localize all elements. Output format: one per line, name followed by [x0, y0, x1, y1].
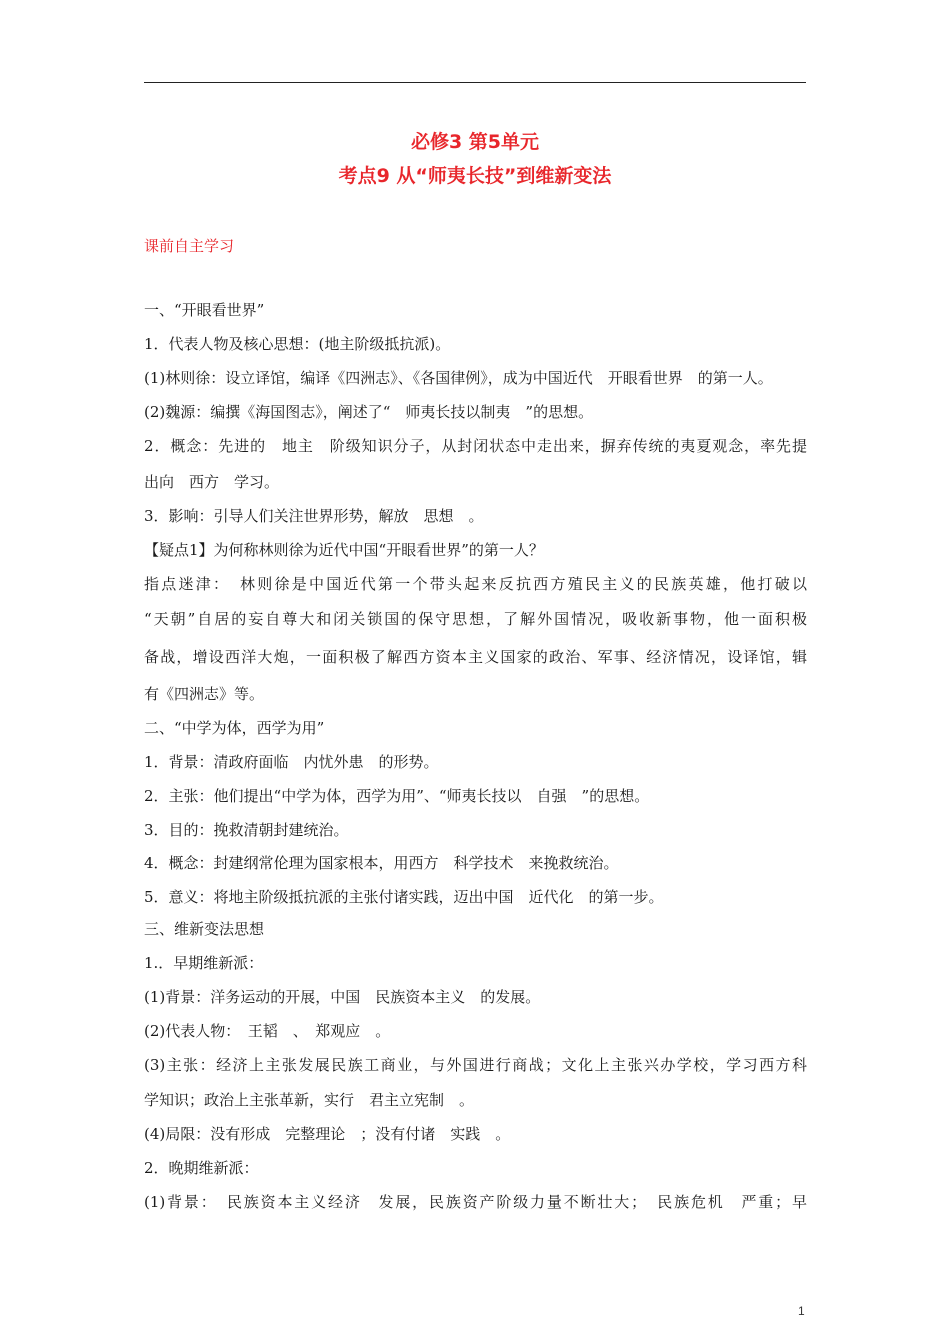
text-line: 备战，增设西洋大炮，一面积极了解西方资本主义国家的政治、军事、经济情况，设译馆，辑: [144, 648, 807, 666]
question-line: 【疑点1】为何称林则徐为近代中国“开眼看世界”的第一人？: [144, 541, 544, 559]
text-line: 3．目的：挽救清朝封建统治。: [144, 821, 349, 839]
text-line: “天朝”自居的妄自尊大和闭关锁国的保守思想，了解外国情况，吸收新事物，他一面积极: [144, 610, 807, 628]
text-line: (2)魏源：编撰《海国图志》，阐述了“ 师夷长技以制夷 ”的思想。: [144, 403, 594, 421]
text-line: (1)背景： 民族资本主义经济 发展，民族资产阶级力量不断壮大； 民族危机 严重；早: [144, 1193, 807, 1211]
heading-3: 三、维新变法思想: [144, 920, 265, 938]
header-rule: [144, 82, 806, 83]
text-line: 指点迷津： 林则徐是中国近代第一个带头起来反抗西方殖民主义的民族英雄，他打破以: [144, 575, 807, 593]
text-line: 出向 西方 学习。: [144, 473, 280, 491]
doc-subtitle: 考点9 从“师夷长技”到维新变法: [338, 165, 612, 187]
text-line: 学知识；政治上主张革新，实行 君主立宪制 。: [144, 1091, 475, 1109]
text-line: (4)局限：没有形成 完整理论 ；没有付诸 实践 。: [144, 1125, 511, 1143]
text-line: 3．影响：引导人们关注世界形势，解放 思想 。: [144, 507, 484, 525]
page-number: 1: [798, 1304, 805, 1318]
text-line: 4．概念：封建纲常伦理为国家根本，用西方 科学技术 来挽救统治。: [144, 854, 619, 872]
section-heading: 课前自主学习: [144, 237, 235, 255]
heading-1: 一、“开眼看世界”: [144, 301, 265, 319]
text-line: 有《四洲志》等。: [144, 685, 265, 703]
text-line: 1.．早期维新派：: [144, 954, 264, 972]
text-line: (1)林则徐：设立译馆，编译《四洲志》、《各国律例》，成为中国近代 开眼看世界 的第一人。: [144, 369, 773, 387]
text-line: 1．背景：清政府面临 内忧外患 的形势。: [144, 753, 439, 771]
doc-title: 必修3 第5单元: [410, 131, 540, 153]
text-line: 1．代表人物及核心思想：(地主阶级抵抗派)。: [144, 335, 451, 353]
text-line: 2．晚期维新派：: [144, 1159, 259, 1177]
text-line: (2)代表人物： 王韬 、 郑观应 。: [144, 1022, 391, 1040]
text-line: (3)主张：经济上主张发展民族工商业，与外国进行商战；文化上主张兴办学校，学习西方科: [144, 1056, 807, 1074]
text-line: (1)背景：洋务运动的开展，中国 民族资本主义 的发展。: [144, 988, 541, 1006]
text-line: 2．概念：先进的 地主 阶级知识分子，从封闭状态中走出来，摒弃传统的夷夏观念，率先提: [144, 437, 807, 455]
text-line: 2．主张：他们提出“中学为体，西学为用”、“师夷长技以 自强 ”的思想。: [144, 787, 650, 805]
heading-2: 二、“中学为体，西学为用”: [144, 719, 325, 737]
text-line: 5．意义：将地主阶级抵抗派的主张付诸实践，迈出中国 近代化 的第一步。: [144, 888, 664, 906]
